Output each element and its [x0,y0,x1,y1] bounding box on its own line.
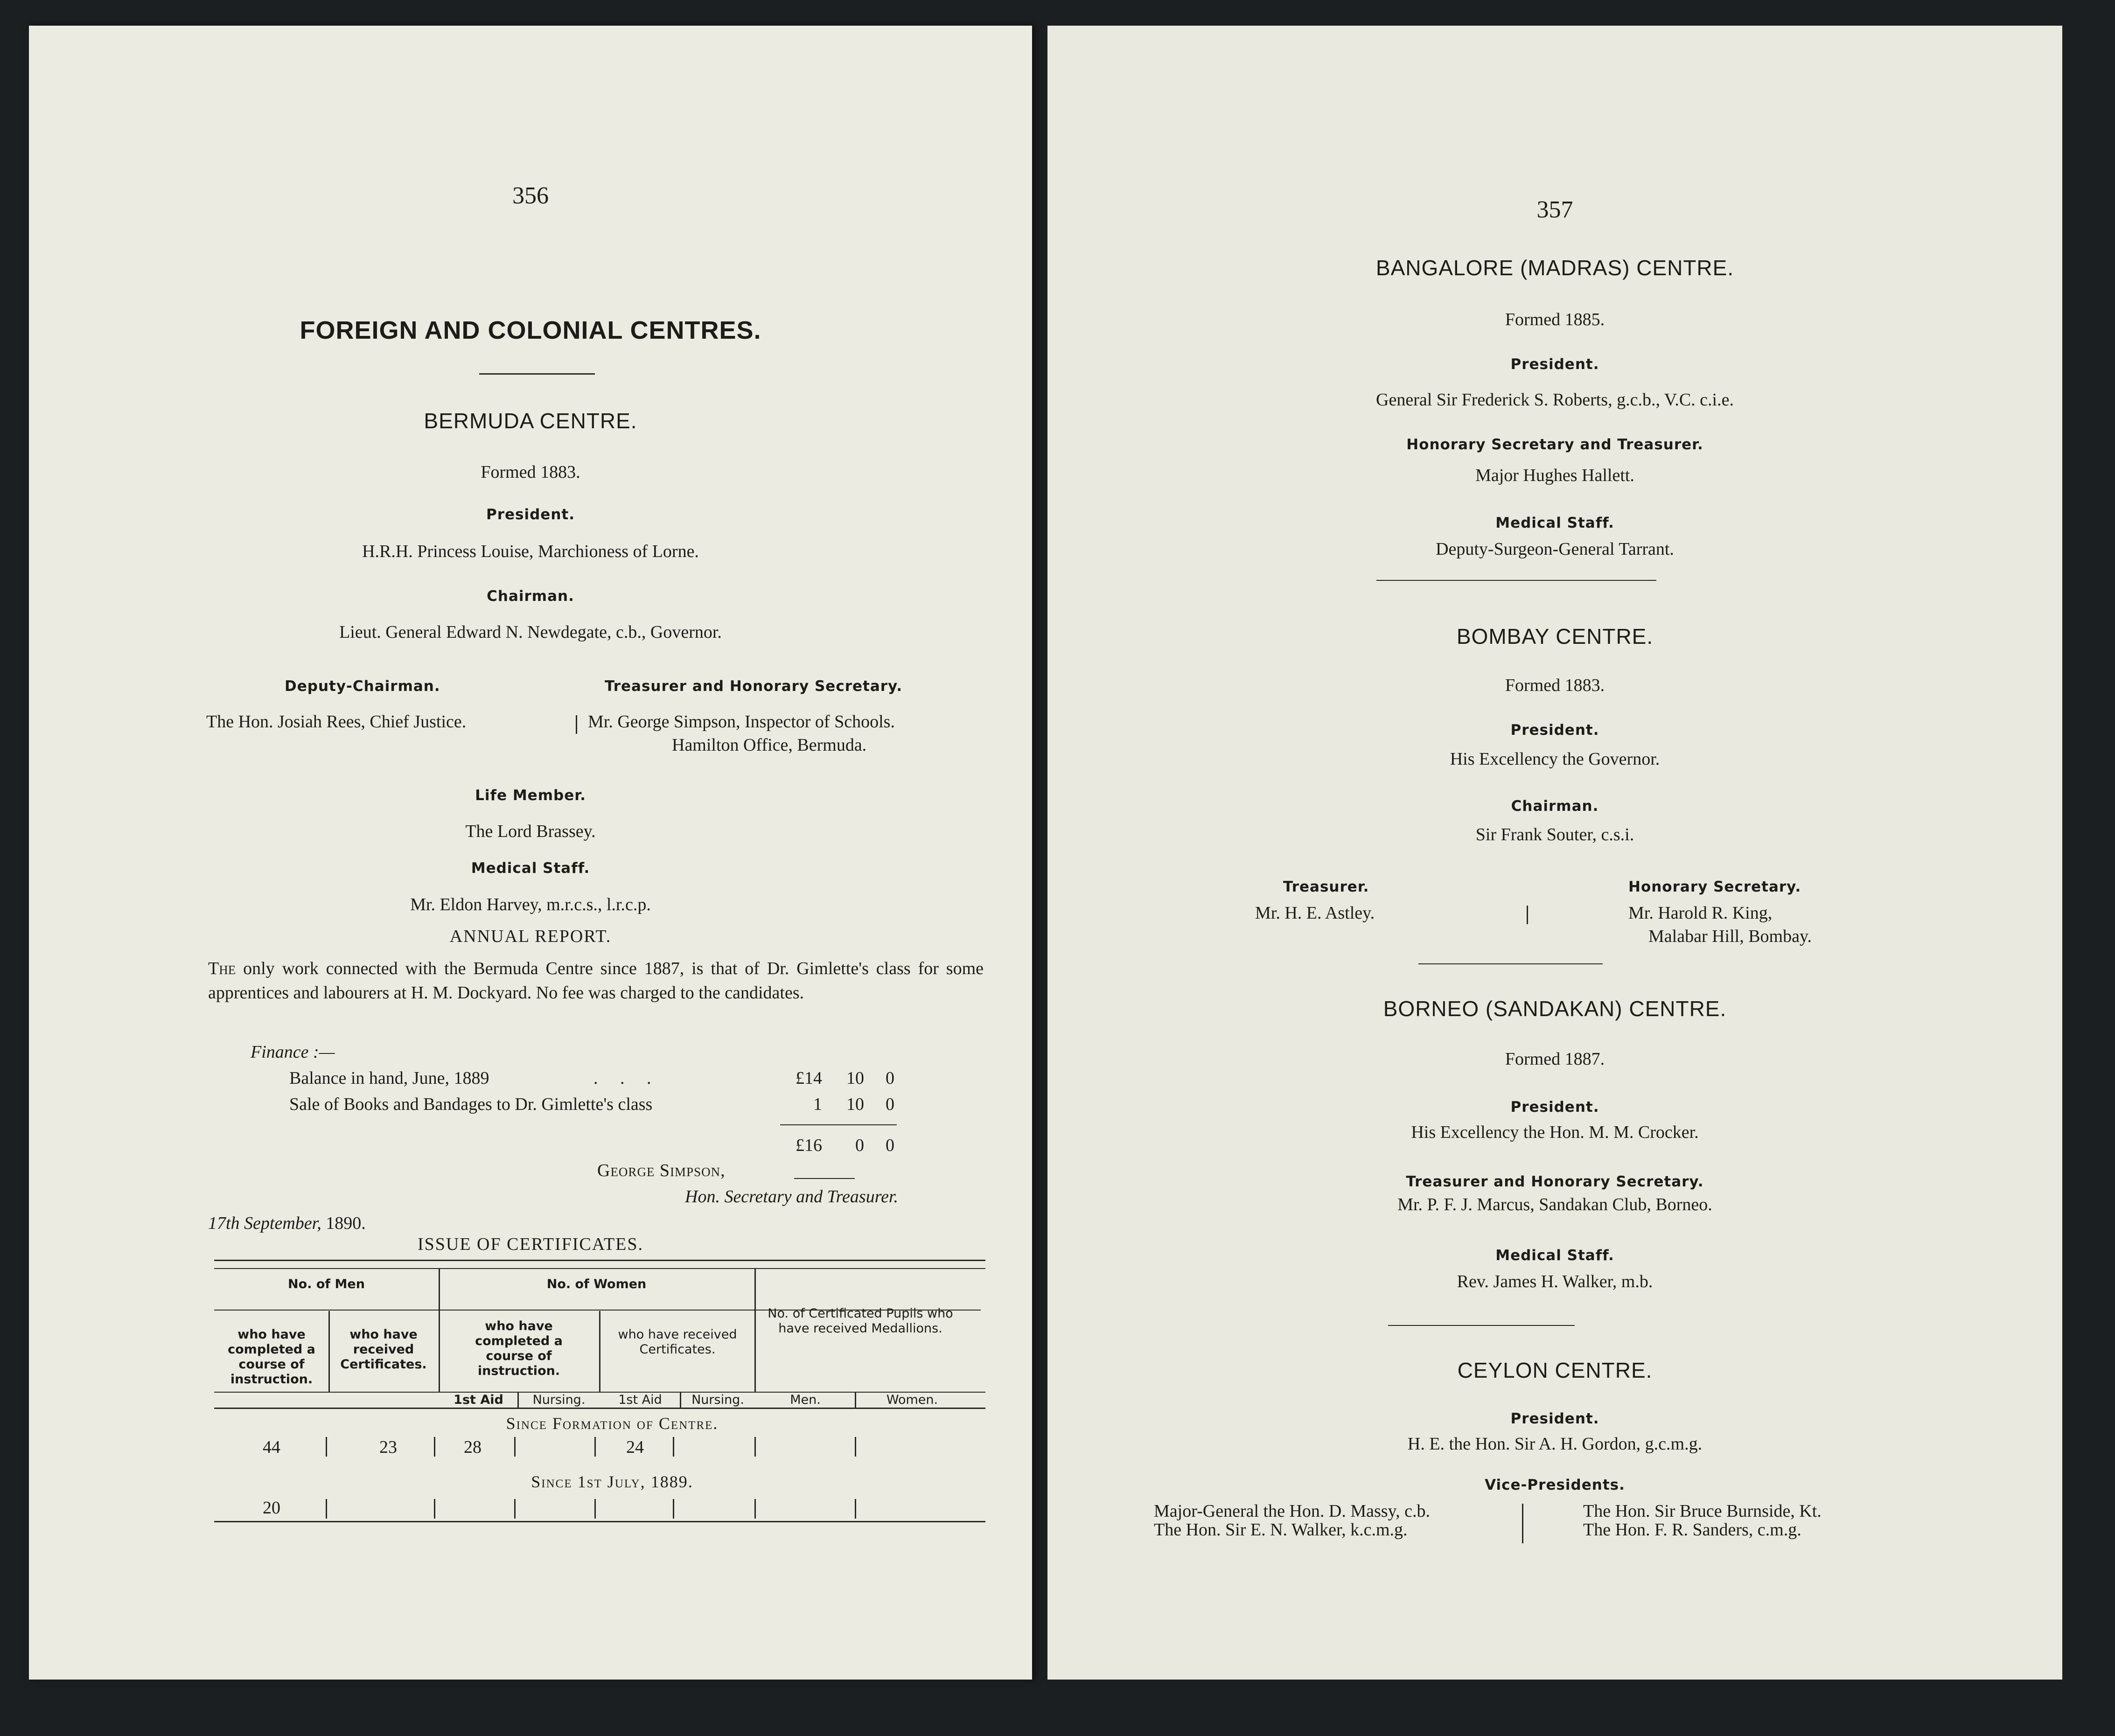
table-row2-sep [326,1499,327,1519]
bombay-secretary-address: Malabar Hill, Bombay. [1648,927,1812,946]
table-col-divider-4 [754,1269,756,1393]
signatory-title: Hon. Secretary and Treasurer. [685,1187,899,1206]
section-divider [1388,1325,1575,1326]
table-group-women: No. of Women [546,1277,647,1291]
table-col-women-received: who have received Certificates. [618,1327,737,1357]
table-row1-sep [326,1437,327,1457]
bangalore-secretary-label: Honorary Secretary and Treasurer. [1406,436,1703,453]
life-member-label: Life Member. [475,787,586,804]
table-col-men-completed: who have completed a course of instruction. [228,1327,315,1387]
borneo-treasurer-label: Treasurer and Honorary Secretary. [1406,1173,1704,1190]
table-col-divider-3 [599,1311,600,1393]
finance-label: Finance :— [251,1042,335,1062]
ceylon-president-label: President. [1510,1410,1599,1427]
report-date [208,1213,366,1234]
table-row1-sep [434,1437,435,1457]
finance-total-shillings: 0 [855,1136,864,1155]
table-row1-women-first-aid: 28 [464,1437,482,1457]
life-member-name: The Lord Brassey. [465,822,596,841]
report-date-day: 17th September, [208,1213,321,1233]
chairman-label: Chairman. [487,588,574,605]
section-title: FOREIGN AND COLONIAL CENTRES. [300,316,761,344]
table-header-bottom-rule [214,1408,985,1409]
column-separator [1527,906,1528,924]
right-page [1047,26,2062,1680]
section-divider [1376,580,1656,581]
bombay-treasurer-label: Treasurer. [1283,878,1369,895]
finance-total-pence: 0 [886,1136,894,1155]
table-row1-sep [514,1437,516,1457]
centre-title: BERMUDA CENTRE. [424,409,637,433]
section-divider [1418,963,1603,964]
treasurer-name: Mr. George Simpson, Inspector of Schools. [588,712,895,732]
column-separator [576,715,577,734]
table-row1-men-received: 23 [379,1437,397,1457]
bombay-president-label: President. [1510,722,1599,739]
table-sub-nursing: Nursing. [532,1393,586,1407]
table-row2-sep [434,1499,435,1519]
bangalore-secretary: Major Hughes Hallett. [1475,466,1634,485]
annual-report-title: ANNUAL REPORT. [449,927,612,946]
formed-date: Formed 1883. [481,462,580,482]
finance-row-1-pence: 0 [886,1068,894,1088]
borneo-treasurer: Mr. P. F. J. Marcus, Sandakan Club, Borneo. [1397,1195,1712,1214]
table-sub-women: Women. [886,1393,938,1407]
finance-row-2-pence: 0 [886,1095,894,1114]
deputy-chairman-name: The Hon. Josiah Rees, Chief Justice. [206,712,467,732]
table-col-women-completed: who have completed a course of instruction. [475,1319,563,1378]
bangalore-president: General Sir Frederick S. Roberts, g.c.b., V.C. c.i.e. [1376,390,1734,410]
table-row1-sep [673,1437,674,1457]
finance-row-2-pounds: 1 [813,1095,822,1114]
signature-rule [794,1178,855,1179]
borneo-president-label: President. [1510,1099,1599,1116]
table-row1-men-completed: 44 [263,1437,280,1457]
table-sub-first-aid: 1st Aid [454,1393,503,1407]
table-sub-men: Men. [790,1393,821,1407]
report-lead-word: The [208,959,236,978]
bombay-title: BOMBAY CENTRE. [1456,624,1654,648]
title-divider [479,373,595,375]
borneo-formed: Formed 1887. [1505,1049,1605,1069]
finance-row-1-shillings: 10 [846,1068,864,1088]
borneo-medical-label: Medical Staff. [1495,1247,1614,1264]
table-row1-sep [855,1437,856,1457]
bangalore-medical: Deputy-Surgeon-General Tarrant. [1436,539,1674,559]
bangalore-formed: Formed 1885. [1505,310,1605,329]
ceylon-president: H. E. the Hon. Sir A. H. Gordon, g.c.m.g. [1407,1434,1703,1454]
bangalore-medical-label: Medical Staff. [1495,515,1614,531]
column-separator [1522,1504,1523,1543]
bombay-treasurer: Mr. H. E. Astley. [1255,903,1375,923]
page-number: 356 [512,182,549,209]
bangalore-president-label: President. [1510,356,1599,373]
bombay-chairman-label: Chairman. [1511,798,1599,815]
ceylon-vp-left-2: The Hon. Sir E. N. Walker, k.c.m.g. [1154,1520,1408,1540]
page-number: 357 [1536,196,1573,223]
finance-sum-rule [780,1124,897,1125]
report-date-year: 1890. [326,1213,366,1233]
ceylon-vp-right-2: The Hon. F. R. Sanders, c.m.g. [1583,1520,1801,1540]
borneo-president: His Excellency the Hon. M. M. Crocker. [1411,1122,1699,1142]
ceylon-vp-right-1: The Hon. Sir Bruce Burnside, Kt. [1583,1501,1822,1521]
table-group-men: No. of Men [288,1277,365,1291]
ceylon-title: CEYLON CENTRE. [1457,1358,1653,1382]
table-row1-sep [754,1437,756,1457]
chairman-name: Lieut. General Edward N. Newdegate, c.b., Governor. [339,622,722,642]
finance-row-2-shillings: 10 [846,1095,864,1114]
table-row2-sep [594,1499,596,1519]
left-page [29,26,1032,1680]
table-col-divider-1 [328,1311,330,1393]
table-bottom-rule [214,1521,985,1522]
table-since-formation: Since Formation of Centre. [506,1414,719,1433]
borneo-medical: Rev. James H. Walker, m.b. [1457,1272,1653,1291]
president-name: H.R.H. Princess Louise, Marchioness of Lorne. [362,542,699,561]
certificates-title: ISSUE OF CERTIFICATES. [417,1234,644,1254]
table-top-rule-2 [214,1268,985,1269]
treasurer-label: Treasurer and Honorary Secretary. [605,678,903,695]
table-row2-men-completed: 20 [263,1498,280,1518]
bombay-president: His Excellency the Governor. [1450,749,1660,769]
finance-row-1-pounds: £14 [796,1068,822,1088]
table-row2-sep [673,1499,674,1519]
treasurer-address: Hamilton Office, Bermuda. [672,735,867,755]
table-col-men-received: who have received Certificates. [340,1327,427,1372]
finance-row-1-dots: . . . [593,1068,651,1088]
table-row1-sep [594,1437,596,1457]
bombay-formed: Formed 1883. [1505,676,1605,695]
signatory-name: George Simpson, [597,1161,726,1180]
table-sub-nursing-2: Nursing. [691,1393,744,1407]
bombay-secretary: Mr. Harold R. King, [1628,903,1773,923]
finance-row-2-label: Sale of Books and Bandages to Dr. Gimlette's class [289,1095,653,1114]
table-row2-sep [754,1499,756,1519]
medical-staff-name: Mr. Eldon Harvey, m.r.c.s., l.r.c.p. [410,895,651,914]
table-row2-sep [855,1499,856,1519]
ceylon-vp-left-1: Major-General the Hon. D. Massy, c.b. [1154,1501,1430,1521]
deputy-chairman-label: Deputy-Chairman. [285,678,440,695]
finance-row-1-label: Balance in hand, June, 1889 [289,1068,489,1088]
bangalore-title: BANGALORE (MADRAS) CENTRE. [1375,256,1734,280]
table-top-rule [214,1260,985,1261]
table-since-july: Since 1st July, 1889. [531,1472,693,1491]
medical-staff-label: Medical Staff. [471,860,590,877]
finance-total-pounds: £16 [796,1136,822,1155]
report-paragraph [208,956,984,1005]
bombay-chairman: Sir Frank Souter, c.s.i. [1475,825,1634,844]
bombay-secretary-label: Honorary Secretary. [1628,878,1801,895]
table-col-medallions: No. of Certificated Pupils who have received Medallions. [768,1306,953,1336]
table-sub-first-aid-2: 1st Aid [618,1393,662,1407]
president-label: President. [486,506,575,523]
report-text: only work connected with the Bermuda Centre since 1887, is that of Dr. Gimlette's class for some apprentices and labourers at H. M. Dockyard. No fee was charged to the candidates. [208,959,984,1003]
borneo-title: BORNEO (SANDAKAN) CENTRE. [1383,997,1727,1021]
table-row2-sep [514,1499,516,1519]
table-row1-women-received-first-aid: 24 [626,1437,644,1457]
ceylon-vp-label: Vice-Presidents. [1485,1477,1625,1493]
